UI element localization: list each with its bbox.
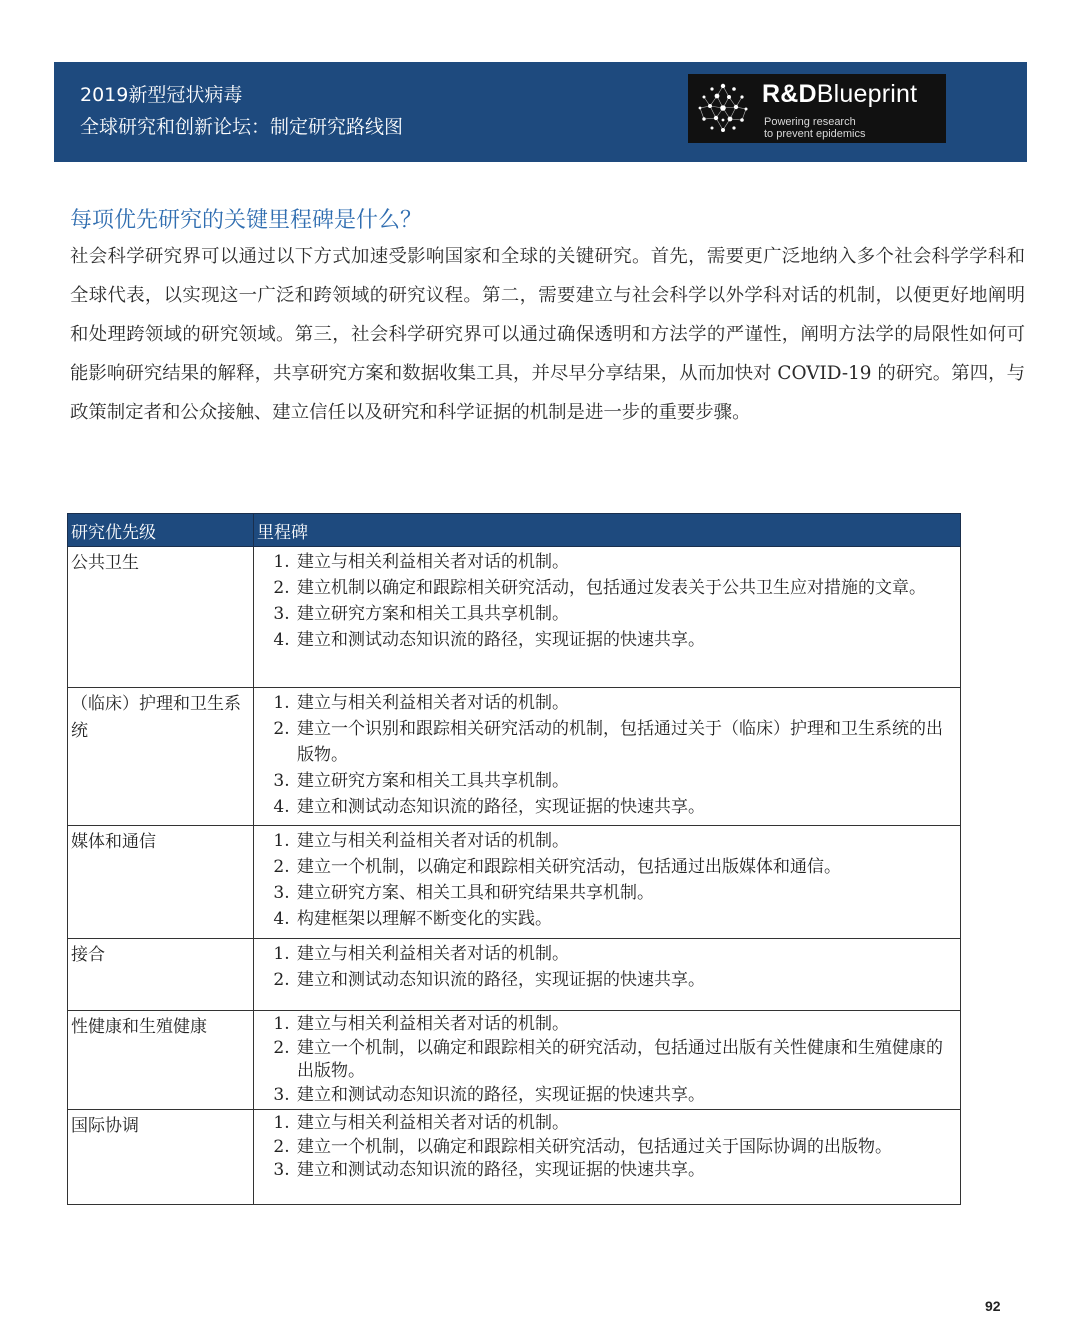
milestones-cell xyxy=(254,1110,961,1205)
page-header xyxy=(54,62,1027,162)
priority-cell: 媒体和通信 xyxy=(68,826,254,939)
milestones-cell xyxy=(254,939,961,1011)
table-row xyxy=(68,939,961,1011)
milestone-item: 2. 建立一个机制，以确定和跟踪相关研究活动，包括通过关于国际协调的出版物。 xyxy=(295,1136,957,1160)
milestones-table xyxy=(67,513,961,1205)
intro-paragraph: 社会科学研究界可以通过以下方式加速受影响国家和全球的关键研究。首先，需要更广泛地纳入多个社会科学学科和全球代表，以实现这一广泛和跨领域的研究议程。第二，需要建立与社会科学以外学科对话的机制，以便更好地阐明和处理跨领域的研究领域。第三，社会科学研究界可以通过确保透明和方法学的严谨性，阐明方法学的局限性如何可能影响研究结果的解释，共享研究方案和数据收集工具，并尽早分享结果，从而加快对 COVID-19 的研究。第四，与政策制定者和公众接触、建立信任以及研究和科学证据的机制是进一步的重要步骤。 xyxy=(70,246,1025,423)
milestones-cell xyxy=(254,688,961,826)
milestone-item: 4. 构建框架以理解不断变化的实践。 xyxy=(295,906,957,932)
dotted-globe-icon xyxy=(694,80,752,138)
milestone-item: 4. 建立和测试动态知识流的路径，实现证据的快速共享。 xyxy=(295,627,957,653)
milestone-item: 3. 建立和测试动态知识流的路径，实现证据的快速共享。 xyxy=(295,1084,957,1108)
milestone-item: 1. 建立与相关利益相关者对话的机制。 xyxy=(295,549,957,575)
column-header-milestones: 里程碑 xyxy=(254,514,961,547)
milestones-cell xyxy=(254,547,961,688)
milestone-item: 1. 建立与相关利益相关者对话的机制。 xyxy=(295,1013,957,1037)
logo-wordmark: R&DBlueprint xyxy=(762,80,918,108)
milestones-cell xyxy=(254,1011,961,1110)
table-row xyxy=(68,547,961,688)
milestone-item: 1. 建立与相关利益相关者对话的机制。 xyxy=(295,690,957,716)
priority-cell: 公共卫生 xyxy=(68,547,254,688)
milestone-item: 2. 建立一个机制，以确定和跟踪相关研究活动，包括通过出版媒体和通信。 xyxy=(295,854,957,880)
milestone-item: 2. 建立一个识别和跟踪相关研究活动的机制，包括通过关于（临床）护理和卫生系统的出版物。 xyxy=(295,716,957,768)
milestone-item: 2. 建立一个机制，以确定和跟踪相关的研究活动，包括通过出版有关性健康和生殖健康的出版物。 xyxy=(295,1037,957,1084)
priority-cell: （临床）护理和卫生系统 xyxy=(68,688,254,826)
milestone-item: 3. 建立研究方案和相关工具共享机制。 xyxy=(295,768,957,794)
section-title: 每项优先研究的关键里程碑是什么？ xyxy=(70,208,423,233)
header-title-line1: 2019新型冠状病毒 xyxy=(80,84,243,106)
page-number: 92 xyxy=(985,1298,1001,1314)
column-header-priority: 研究优先级 xyxy=(68,514,254,547)
milestones-cell xyxy=(254,826,961,939)
milestone-item: 2. 建立机制以确定和跟踪相关研究活动，包括通过发表关于公共卫生应对措施的文章。 xyxy=(295,575,957,601)
logo-tagline: Powering research to prevent epidemics xyxy=(764,116,866,140)
milestone-item: 2. 建立和测试动态知识流的路径，实现证据的快速共享。 xyxy=(295,967,957,993)
milestone-item: 3. 建立研究方案、相关工具和研究结果共享机制。 xyxy=(295,880,957,906)
table-header-row xyxy=(68,514,961,547)
priority-cell: 接合 xyxy=(68,939,254,1011)
table-row xyxy=(68,688,961,826)
priority-cell: 性健康和生殖健康 xyxy=(68,1011,254,1110)
header-title-line2: 全球研究和创新论坛：制定研究路线图 xyxy=(80,116,404,138)
table-row xyxy=(68,1110,961,1205)
table-row xyxy=(68,826,961,939)
milestone-item: 3. 建立研究方案和相关工具共享机制。 xyxy=(295,601,957,627)
priority-cell: 国际协调 xyxy=(68,1110,254,1205)
milestone-item: 4. 建立和测试动态知识流的路径，实现证据的快速共享。 xyxy=(295,794,957,820)
milestone-item: 1. 建立与相关利益相关者对话的机制。 xyxy=(295,941,957,967)
rd-blueprint-logo xyxy=(688,74,946,143)
milestone-item: 1. 建立与相关利益相关者对话的机制。 xyxy=(295,1112,957,1136)
milestone-item: 3. 建立和测试动态知识流的路径，实现证据的快速共享。 xyxy=(295,1159,957,1183)
table-row xyxy=(68,1011,961,1110)
milestone-item: 1. 建立与相关利益相关者对话的机制。 xyxy=(295,828,957,854)
